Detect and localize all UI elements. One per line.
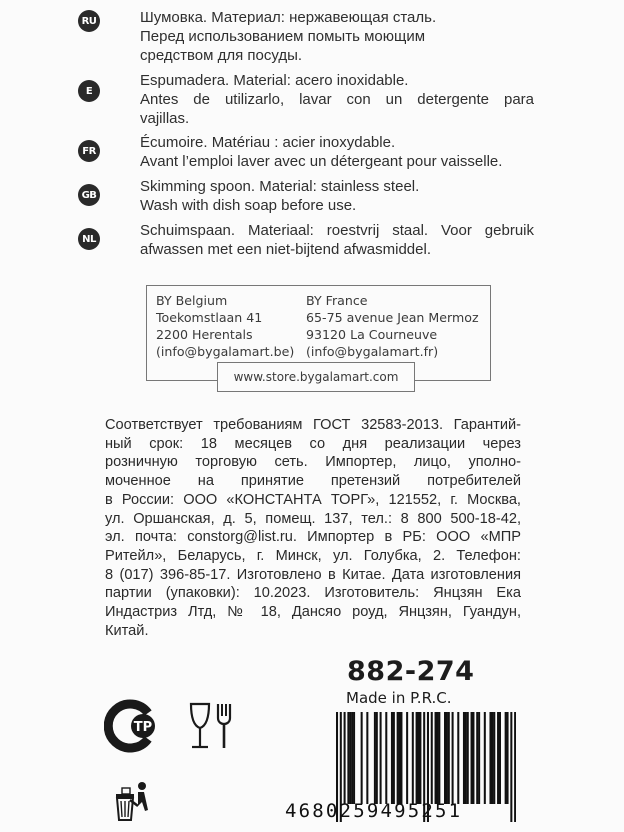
lang-text-es: Espumadera. Material: acero inoxidable. Antes de utilizarlo, lavar con un detergente para vajillas. xyxy=(140,72,534,127)
made-in-label: Made in P.R.C. xyxy=(346,689,452,707)
lang-badge-ru: RU xyxy=(78,10,100,32)
barcode-bar xyxy=(436,712,438,804)
svg-text:TP: TP xyxy=(133,720,153,735)
lang-block-nl xyxy=(82,221,534,259)
lang-badge-gb: GB xyxy=(78,184,100,206)
lang-text-gb: Skimming spoon. Material: stainless steel. Wash with dish soap before use. xyxy=(140,178,420,214)
lang-text-nl: Schuimspaan. Materiaal: roestvrij staal. Voor gebruik afwassen met een niet-bijtend afwasmiddel. xyxy=(140,222,534,258)
rst-certification-icon xyxy=(104,699,160,753)
barcode-bar xyxy=(446,712,448,804)
lang-badge-nl: NL xyxy=(78,228,100,250)
barcode-bar xyxy=(457,712,459,804)
barcode-bar xyxy=(347,712,349,804)
barcode-bar xyxy=(400,712,402,804)
barcode-bar xyxy=(493,712,495,804)
barcode-bar xyxy=(472,712,474,804)
barcode-bar xyxy=(499,712,501,804)
barcode-bar xyxy=(467,712,469,804)
barcode-bar xyxy=(397,712,399,804)
lang-block-gb xyxy=(81,177,534,215)
barcode-bar xyxy=(374,712,376,804)
glass-fork-icon xyxy=(188,702,236,752)
barcode-bar xyxy=(507,712,509,804)
barcode-bar xyxy=(344,712,346,804)
barcode-bar xyxy=(399,712,401,804)
lang-badge-es: E xyxy=(78,80,100,102)
lang-text-fr: Écumoire. Matériau : acier inoxydable. Avant l’emploi laver avec un détergeant pour vaisselle. xyxy=(140,134,503,170)
trash-bin-icon xyxy=(108,780,154,824)
barcode-bar xyxy=(438,712,440,804)
barcode-bar xyxy=(471,712,473,804)
barcode-bar xyxy=(431,712,433,804)
barcode-bar xyxy=(349,712,351,804)
address-belgium: BY Belgium Toekomstlaan 41 2200 Herentals (info@bygalamart.be) xyxy=(156,293,295,359)
barcode-bar xyxy=(391,712,393,804)
barcode-bar xyxy=(478,712,480,804)
barcode-bar xyxy=(376,712,378,804)
barcode-bar xyxy=(452,712,454,804)
barcode-bar xyxy=(353,712,355,804)
barcode-bar xyxy=(366,712,368,804)
barcode-bar xyxy=(435,712,437,804)
barcode-bar xyxy=(444,712,446,804)
barcode-bar xyxy=(385,712,387,804)
barcode-bar xyxy=(361,712,363,804)
barcode-bar xyxy=(406,712,408,804)
barcode-bar xyxy=(497,712,499,804)
lang-text-ru: Шумовка. Материал: нержавеющая сталь. Перед использованием помыть моющим средством для посуды. xyxy=(140,9,437,64)
barcode-bar xyxy=(505,712,507,804)
barcode-bar xyxy=(465,712,467,804)
barcode-bar xyxy=(419,712,421,804)
website-url: www.store.bygalamart.com xyxy=(217,362,415,392)
barcode-digits: 4680259495251 xyxy=(285,800,463,822)
barcode-bar xyxy=(484,712,486,804)
lang-block-ru xyxy=(81,8,534,65)
barcode-bar xyxy=(448,712,450,804)
article-number: 882-274 xyxy=(347,656,475,687)
lang-block-fr xyxy=(82,133,534,171)
lang-block-es xyxy=(85,71,534,128)
lang-badge-fr: FR xyxy=(78,140,100,162)
barcode-bar xyxy=(489,712,491,804)
barcode-bar xyxy=(416,712,418,804)
barcode-bar xyxy=(463,712,465,804)
barcode-bar xyxy=(380,712,382,804)
barcode-bar xyxy=(412,712,414,804)
legal-text: Соответствует требованиям ГОСТ 32583-2013. Гарантий- ный срок: 18 месяцев со дня реализации через розничную торговую сеть. Импортер, лицо, уполно- моченное на принятие претензий потребителей в России: ООО «КОНСТАНТА ТОРГ», 121552, г. Москва, ул. Оршанская, д. 5, помещ. 137, тел.: 8 800 500-18-42, эл. почта: constorg@list.ru. Импортер в РБ: ООО «МПР Ритейл», Беларусь, г. Минск, ул. Голубка, 2. Телефон: 8 (017) 396-85-17. Изготовлено в Китае. Дата изготовления партии (упаковки): 10.2023. Изготовитель: Янцзян Ека Индастриз Лтд, № 18, Дансяо роуд, Янцзян, Гуандун, Китай. xyxy=(105,417,521,639)
barcode-bar xyxy=(393,712,395,804)
barcode-bar xyxy=(417,712,419,804)
barcode-bar xyxy=(351,712,353,804)
barcode-bar xyxy=(491,712,493,804)
barcode-bar xyxy=(476,712,478,804)
address-france: BY France 65-75 avenue Jean Mermoz 93120 La Courneuve (info@bygalamart.fr) xyxy=(306,293,479,359)
